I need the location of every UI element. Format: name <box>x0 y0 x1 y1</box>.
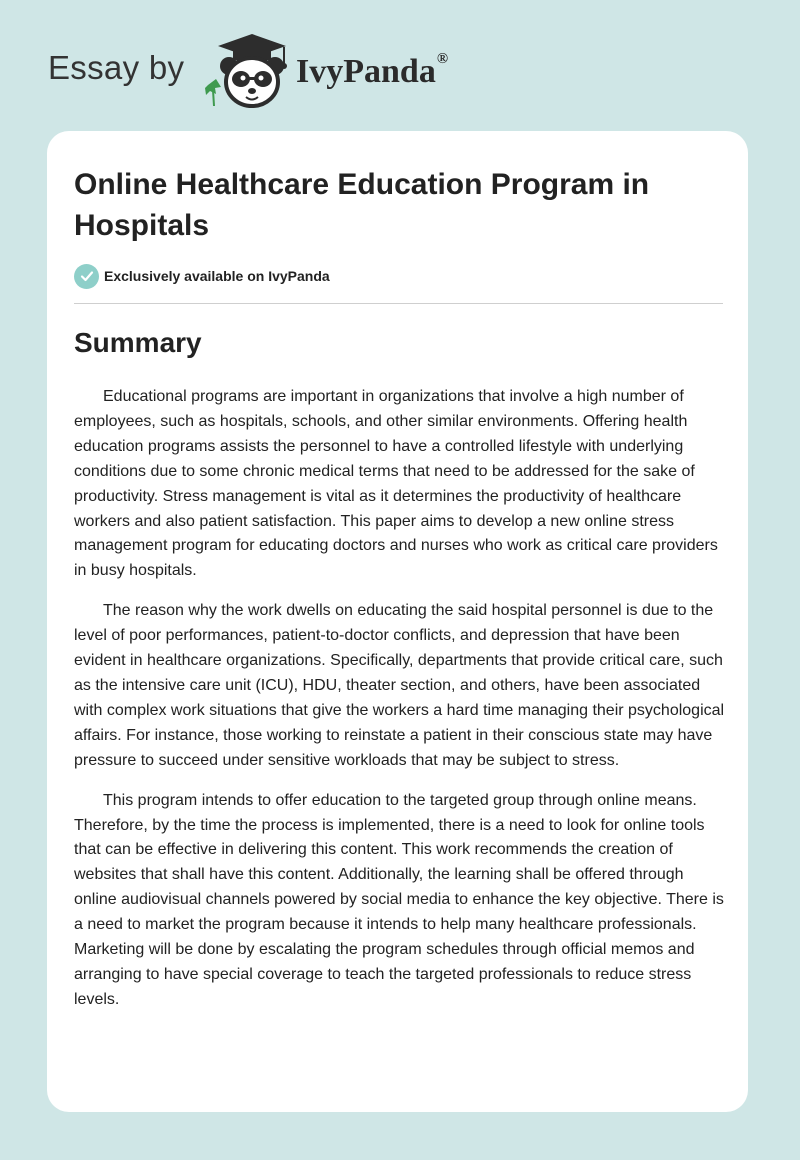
paragraph: The reason why the work dwells on educating the said hospital personnel is due to the level of poor performances, patient-to-doctor conflicts, and depression that have been evident in healthcare organizations. Specifically, departments that provide critical care, such as the intensive care unit (ICU), HDU, theater section, and others, have been associated with complex work situations that give the workers a hard time managing their psychological affairs. For instance, those working to reinstate a patient in their conscious state may have pressure to succeed under sensitive workloads that may be subject to stress. <box>74 602 725 769</box>
section-heading-summary: Summary <box>74 327 202 358</box>
check-icon <box>74 264 99 289</box>
essay-by-label: Essay by <box>48 49 185 86</box>
divider <box>74 303 723 304</box>
brand-name[interactable]: IvyPanda® <box>296 51 449 90</box>
paragraph: This program intends to offer education to the targeted group through online means. Therefore, by the time the process is implemented, there is a need to look for online tools that can be effective in delivering this content. This work recommends the creation of websites that shall have this content. Additionally, the learning shall be offered through online audiovisual channels powered by social media to enhance the key objective. There is a need to market the program because it intends to help many healthcare professionals. Marketing will be done by escalating the program schedules through official memos and arranging to have special coverage to teach the targeted professionals to reduce stress levels. <box>74 791 724 1008</box>
paragraph: Educational programs are important in organizations that involve a high number of employees, such as hospitals, schools, and other similar environments. Offering health education programs assists the personnel to have a controlled lifestyle with underlying conditions due to some chronic medical terms that need to be addressed for the sake of productivity. Stress management is vital as it determines the productivity of healthcare workers and also patient satisfaction. This paper aims to develop a new online stress management program for educating doctors and nurses who work as critical care providers in busy hospitals. <box>74 388 718 580</box>
page-title: Online Healthcare Education Program in Hospitals <box>74 168 650 242</box>
site-header <box>48 30 548 114</box>
panda-graduate-icon <box>200 30 296 114</box>
exclusive-badge <box>74 263 330 289</box>
exclusive-label: Exclusively available on IvyPanda <box>104 268 330 284</box>
registered-mark: ® <box>436 51 449 67</box>
ivy-leaf-icon <box>205 79 221 106</box>
essay-card <box>47 131 748 1112</box>
article-body <box>74 385 726 1028</box>
